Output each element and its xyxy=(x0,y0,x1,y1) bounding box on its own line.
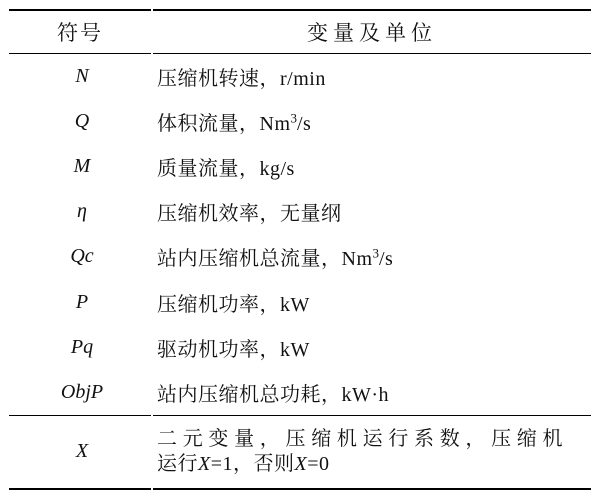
desc-cell xyxy=(153,279,591,324)
x-desc-line1: 二元变量，压缩机运行系数，压缩机 xyxy=(157,427,563,450)
symbol-text: P xyxy=(75,290,89,313)
header-variable: 变量及单位 xyxy=(153,9,591,54)
desc-text: 站内压缩机总流量，Nm xyxy=(157,248,373,271)
desc-text: 站内压缩机总功耗，kW·h xyxy=(157,383,390,406)
symbol-cell xyxy=(9,415,151,490)
table-header-row xyxy=(9,9,591,54)
symbol-cell xyxy=(9,279,151,324)
symbol-text: M xyxy=(73,155,91,178)
symbol-cell xyxy=(9,54,151,99)
desc-cell xyxy=(153,234,591,279)
desc-text: 压缩机转速，r/min xyxy=(157,68,326,91)
desc-cell xyxy=(153,325,591,370)
symbol-text: Pq xyxy=(70,335,94,358)
symbol-text: η xyxy=(77,200,87,223)
table-row xyxy=(9,234,591,279)
symbol-text: X xyxy=(75,440,89,463)
x-line2-text: =0 xyxy=(307,452,330,475)
desc-cell xyxy=(153,99,591,144)
symbol-cell xyxy=(9,370,151,415)
table-row xyxy=(9,189,591,234)
table-row xyxy=(9,144,591,189)
desc-cell xyxy=(153,189,591,234)
symbol-cell xyxy=(9,144,151,189)
superscript: 3 xyxy=(372,245,379,261)
nomenclature-table xyxy=(7,9,593,490)
symbol-text: ObjP xyxy=(60,380,104,403)
table-row xyxy=(9,54,591,99)
desc-cell xyxy=(153,144,591,189)
symbol-text: Q xyxy=(74,110,90,133)
desc-text: 驱动机功率，kW xyxy=(157,338,310,361)
desc-text-post: /s xyxy=(297,113,312,136)
x-variable: X xyxy=(198,452,211,475)
desc-text-post: /s xyxy=(379,248,394,271)
desc-cell xyxy=(153,54,591,99)
symbol-text: Qc xyxy=(70,245,94,268)
header-symbol: 符号 xyxy=(9,9,151,54)
symbol-cell xyxy=(9,234,151,279)
symbol-cell xyxy=(9,189,151,234)
superscript: 3 xyxy=(290,110,297,126)
desc-text: 压缩机效率，无量纲 xyxy=(157,203,342,226)
x-line2-text: 运行 xyxy=(157,452,198,475)
x-variable: X xyxy=(294,452,308,475)
desc-text: 体积流量，Nm xyxy=(157,113,291,136)
table-row xyxy=(9,279,591,324)
desc-text: 质量流量，kg/s xyxy=(157,158,295,181)
table-row-x xyxy=(9,415,591,490)
symbol-cell xyxy=(9,99,151,144)
desc-cell xyxy=(153,370,591,415)
symbol-text: N xyxy=(75,65,89,88)
symbol-cell xyxy=(9,325,151,370)
table-row xyxy=(9,99,591,144)
x-desc-line2 xyxy=(157,452,563,477)
desc-text: 压缩机功率，kW xyxy=(157,293,310,316)
table-row xyxy=(9,370,591,415)
desc-cell xyxy=(153,415,591,490)
table-row xyxy=(9,325,591,370)
x-line2-text: =1，否则 xyxy=(210,452,295,475)
